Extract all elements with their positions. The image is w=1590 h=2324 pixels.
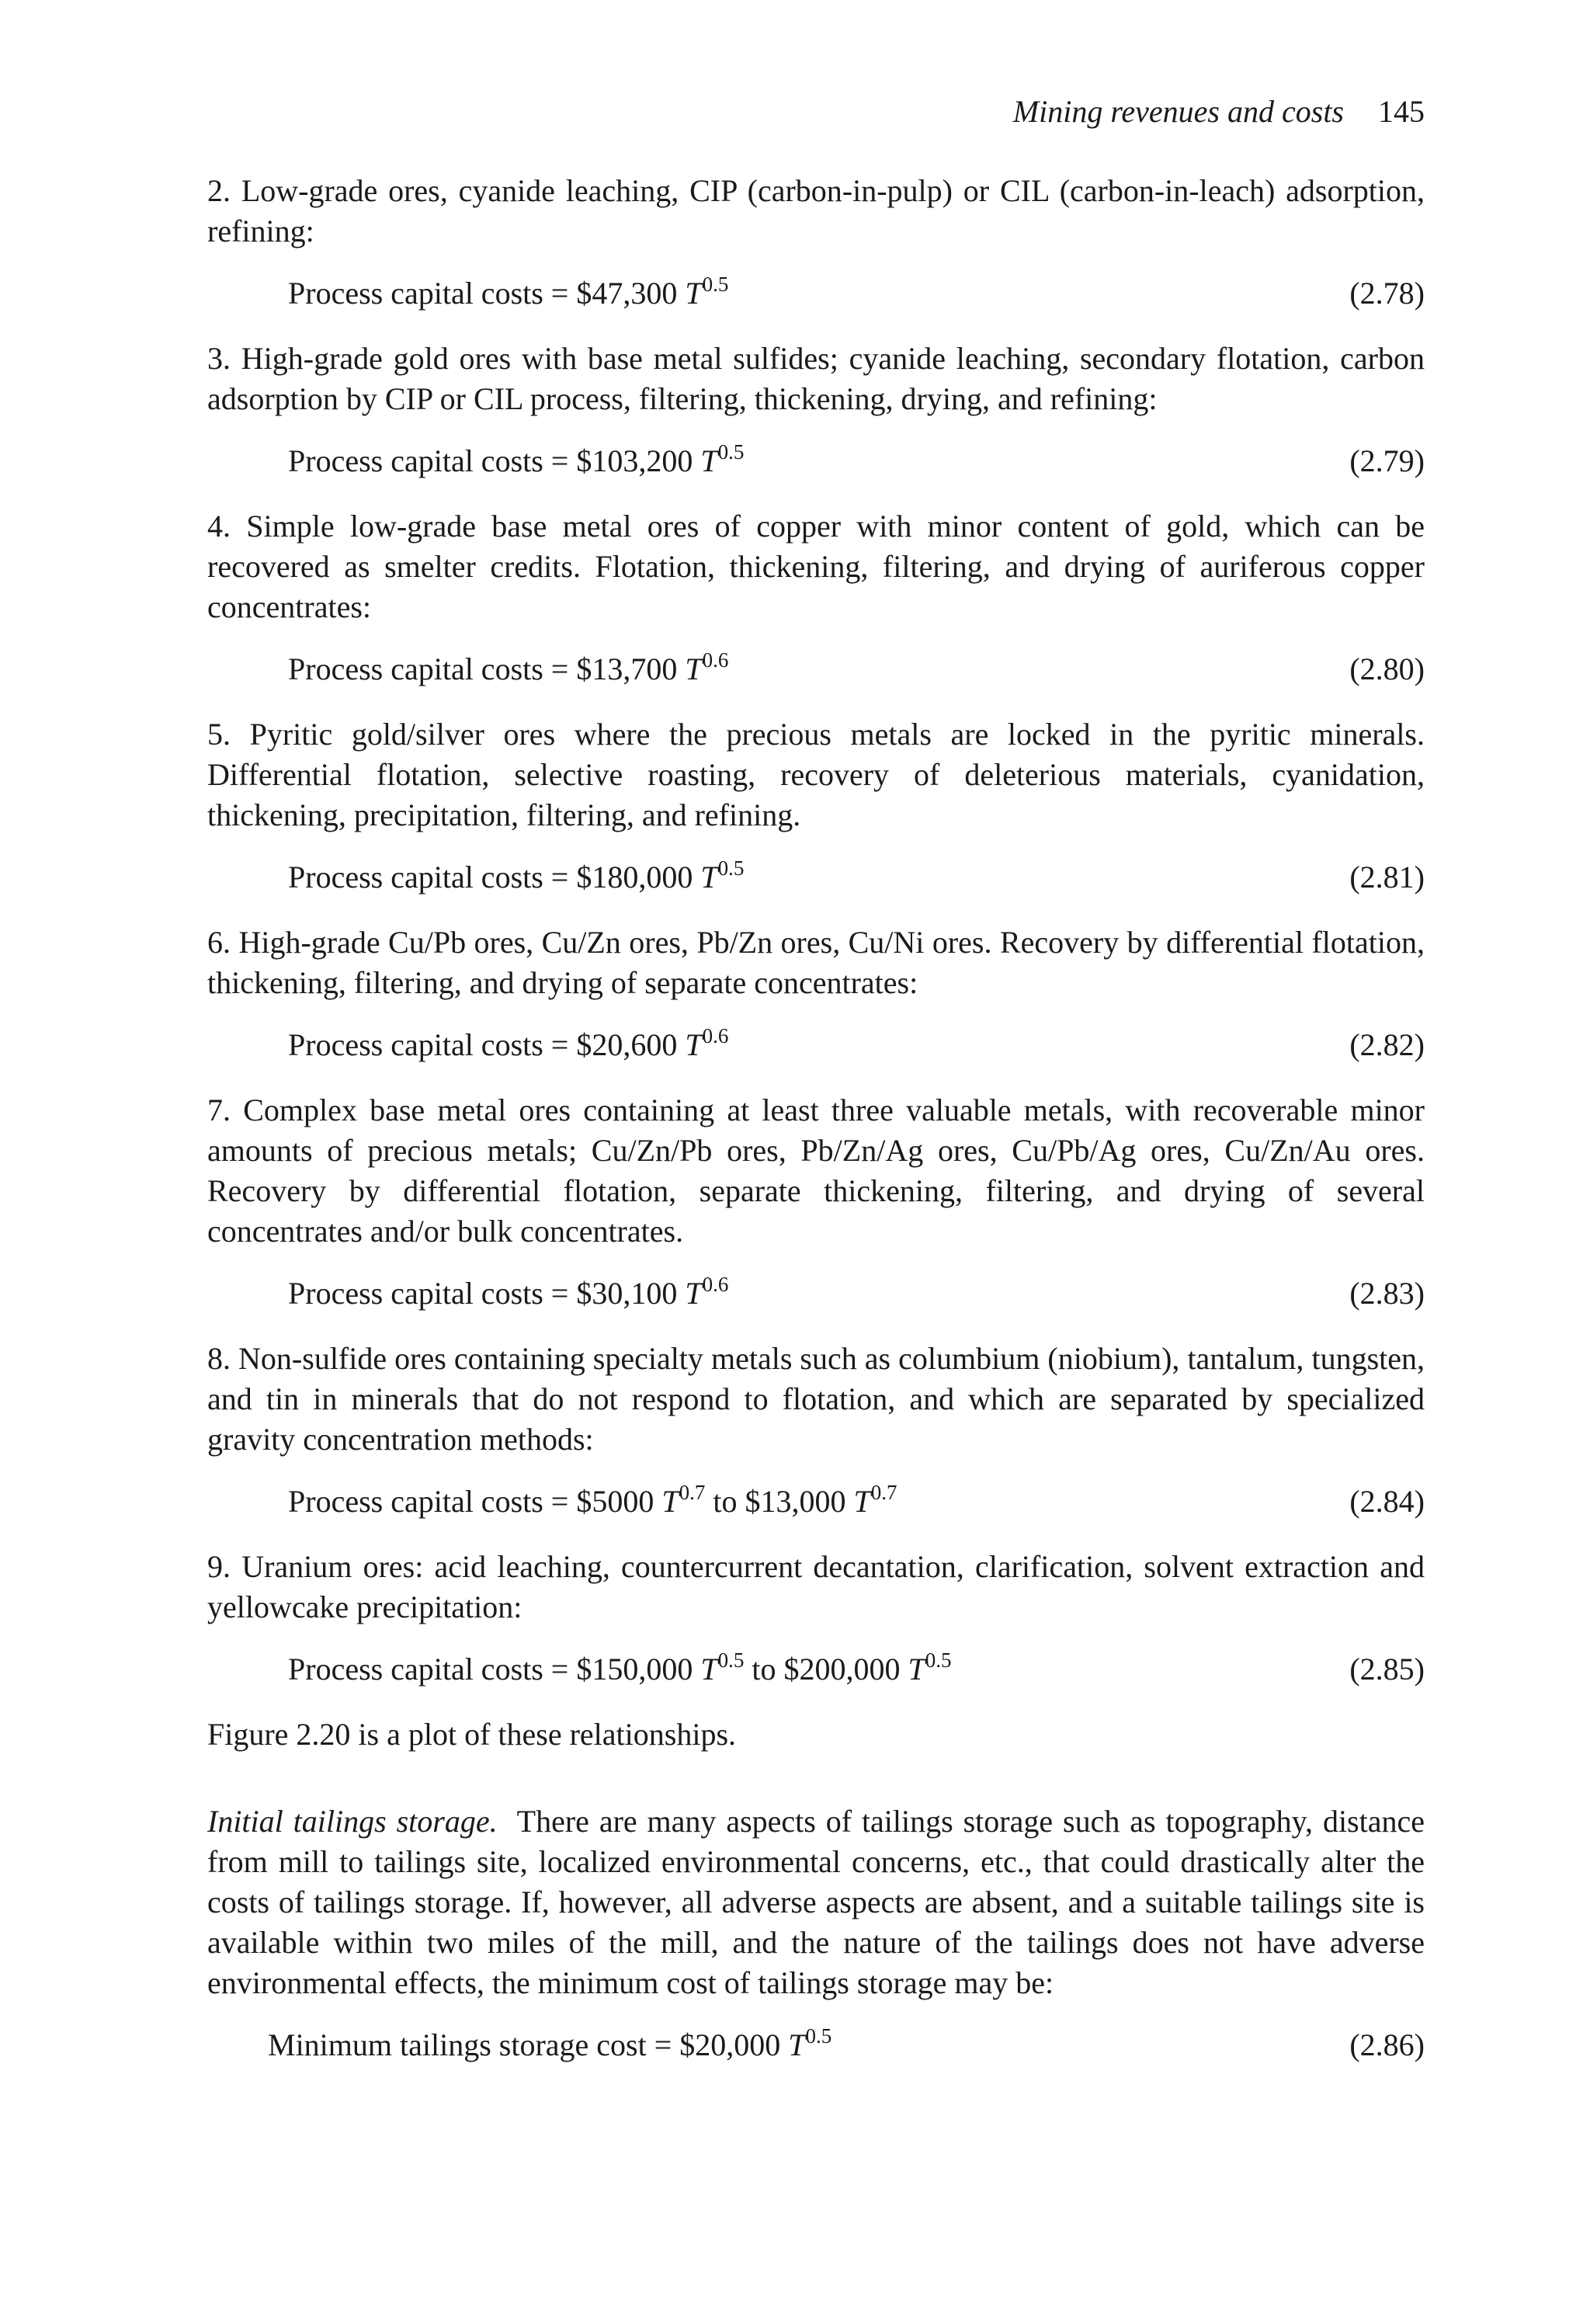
equation-variable: T <box>685 1276 703 1311</box>
equation-lhs: Process capital costs = $20,600 <box>288 1027 678 1062</box>
equation-expression <box>288 857 744 898</box>
item-paragraph: 3. High-grade gold ores with base metal sulfides; cyanide leaching, secondary flotation, carbon adsorption by CIP or CIL process, filtering, thickening, drying, and refining: <box>207 341 1425 416</box>
equation-row <box>207 857 1425 898</box>
equation-number: (2.78) <box>1349 276 1425 311</box>
equation-exponent: 0.6 <box>702 1272 729 1296</box>
equation-lhs: Process capital costs = $47,300 <box>288 276 678 311</box>
tailings-paragraph <box>207 1801 1425 2003</box>
equation-row <box>207 1273 1425 1314</box>
item-paragraph: 2. Low-grade ores, cyanide leaching, CIP (carbon-in-pulp) or CIL (carbon-in-leach) adsorption, refining: <box>207 173 1425 248</box>
equation-lhs: Process capital costs = $5000 <box>288 1484 654 1519</box>
equation-number: (2.80) <box>1349 651 1425 686</box>
equation-variable: T <box>700 1652 718 1687</box>
equation-variable: T <box>908 1652 925 1687</box>
tailings-runin-head: Initial tailings storage. <box>207 1804 498 1839</box>
running-head <box>1013 92 1425 132</box>
equation-expression <box>288 1273 728 1314</box>
equation-row <box>207 441 1425 481</box>
tailings-section <box>207 1801 1425 2065</box>
equation-range-upper: to $13,000 <box>713 1484 846 1519</box>
equation-number: (2.82) <box>1349 1027 1425 1062</box>
equation-variable: T <box>685 651 703 686</box>
equation-variable: T <box>788 2027 806 2062</box>
equation-variable: T <box>853 1484 871 1519</box>
equation-expression <box>288 1482 897 1522</box>
list-item <box>207 714 1425 898</box>
equation-exponent: 0.5 <box>702 272 729 296</box>
equation-expression <box>288 1025 728 1065</box>
list-item <box>207 506 1425 690</box>
item-list <box>207 171 1425 1690</box>
equation-lhs: Process capital costs = $150,000 <box>288 1652 693 1687</box>
equation-row <box>207 273 1425 314</box>
equation-variable: T <box>661 1484 679 1519</box>
equation-expression <box>268 2025 831 2065</box>
equation-exponent: 0.7 <box>679 1480 706 1504</box>
equation-exponent: 0.6 <box>702 1023 729 1047</box>
equation-number: (2.81) <box>1349 860 1425 895</box>
equation-expression <box>288 441 744 481</box>
equation-exponent: 0.5 <box>717 1648 745 1672</box>
equation-lhs: Minimum tailings storage cost = $20,000 <box>268 2027 781 2062</box>
equation-expression <box>288 1649 952 1690</box>
item-paragraph: 8. Non-sulfide ores containing specialty metals such as columbium (niobium), tantalum, tungsten, and tin in minerals that do not respond to flotation, and which are separated by specialized gravity concentration methods: <box>207 1341 1425 1457</box>
equation-exponent: 0.5 <box>717 856 745 880</box>
item-paragraph: 9. Uranium ores: acid leaching, countercurrent decantation, clarification, solvent extraction and yellowcake precipitation: <box>207 1549 1425 1624</box>
page-body <box>207 171 1425 2090</box>
equation-number: (2.84) <box>1349 1484 1425 1519</box>
equation-lhs: Process capital costs = $103,200 <box>288 443 693 478</box>
equation-variable: T <box>700 443 718 478</box>
figure-reference: Figure 2.20 is a plot of these relationships. <box>207 1717 737 1752</box>
equation-exponent: 0.5 <box>925 1648 952 1672</box>
equation-2-86 <box>207 2025 1425 2065</box>
item-paragraph: 5. Pyritic gold/silver ores where the precious metals are locked in the pyritic minerals. Differential flotation, selective roasting, recovery of deleterious materials, cyanidation, thickening, precipitation, filtering, and refining. <box>207 717 1425 832</box>
equation-lhs: Process capital costs = $30,100 <box>288 1276 678 1311</box>
equation-number: (2.79) <box>1349 443 1425 478</box>
equation-exponent: 0.5 <box>805 2024 832 2048</box>
item-paragraph: 4. Simple low-grade base metal ores of copper with minor content of gold, which can be recovered as smelter credits. Flotation, thickening, filtering, and drying of auriferous copper concentrates: <box>207 509 1425 624</box>
equation-row <box>207 649 1425 690</box>
equation-variable: T <box>685 276 703 311</box>
page-number: 145 <box>1378 94 1425 129</box>
list-item <box>207 171 1425 314</box>
equation-expression <box>288 273 728 314</box>
equation-expression <box>288 649 728 690</box>
running-head-title: Mining revenues and costs <box>1012 94 1344 129</box>
equation-exponent: 0.5 <box>717 439 745 464</box>
equation-row <box>207 1025 1425 1065</box>
equation-range-upper: to $200,000 <box>752 1652 901 1687</box>
equation-number: (2.86) <box>1349 2027 1425 2062</box>
equation-row <box>207 1649 1425 1690</box>
tailings-text: There are many aspects of tailings storage such as topography, distance from mill to tailings site, localized environmental concerns, etc., that could drastically alter the costs of tailings storage. If, however, all adverse aspects are absent, and a suitable tailings site is available within two miles of the mill, and the nature of the tailings does not have adverse environmental effects, the minimum cost of tailings storage may be: <box>207 1804 1425 2000</box>
equation-number: (2.83) <box>1349 1276 1425 1311</box>
equation-number: (2.85) <box>1349 1652 1425 1687</box>
equation-row <box>207 1482 1425 1522</box>
equation-exponent: 0.7 <box>870 1480 897 1504</box>
equation-lhs: Process capital costs = $13,700 <box>288 651 678 686</box>
equation-variable: T <box>685 1027 703 1062</box>
list-item <box>207 922 1425 1065</box>
list-item <box>207 339 1425 481</box>
equation-exponent: 0.6 <box>702 648 729 672</box>
list-item <box>207 1547 1425 1690</box>
equation-variable: T <box>700 860 718 895</box>
list-item <box>207 1090 1425 1314</box>
list-item <box>207 1339 1425 1522</box>
equation-lhs: Process capital costs = $180,000 <box>288 860 693 895</box>
item-paragraph: 6. High-grade Cu/Pb ores, Cu/Zn ores, Pb/Zn ores, Cu/Ni ores. Recovery by differential flotation, thickening, filtering, and drying of separate concentrates: <box>207 925 1425 1000</box>
item-paragraph: 7. Complex base metal ores containing at least three valuable metals, with recoverable minor amounts of precious metals; Cu/Zn/Pb ores, Pb/Zn/Ag ores, Cu/Pb/Ag ores, Cu/Zn/Au ores. Recovery by differential flotation, separate thickening, filtering, and drying of several concentrates and/or bulk concentrates. <box>207 1093 1425 1249</box>
